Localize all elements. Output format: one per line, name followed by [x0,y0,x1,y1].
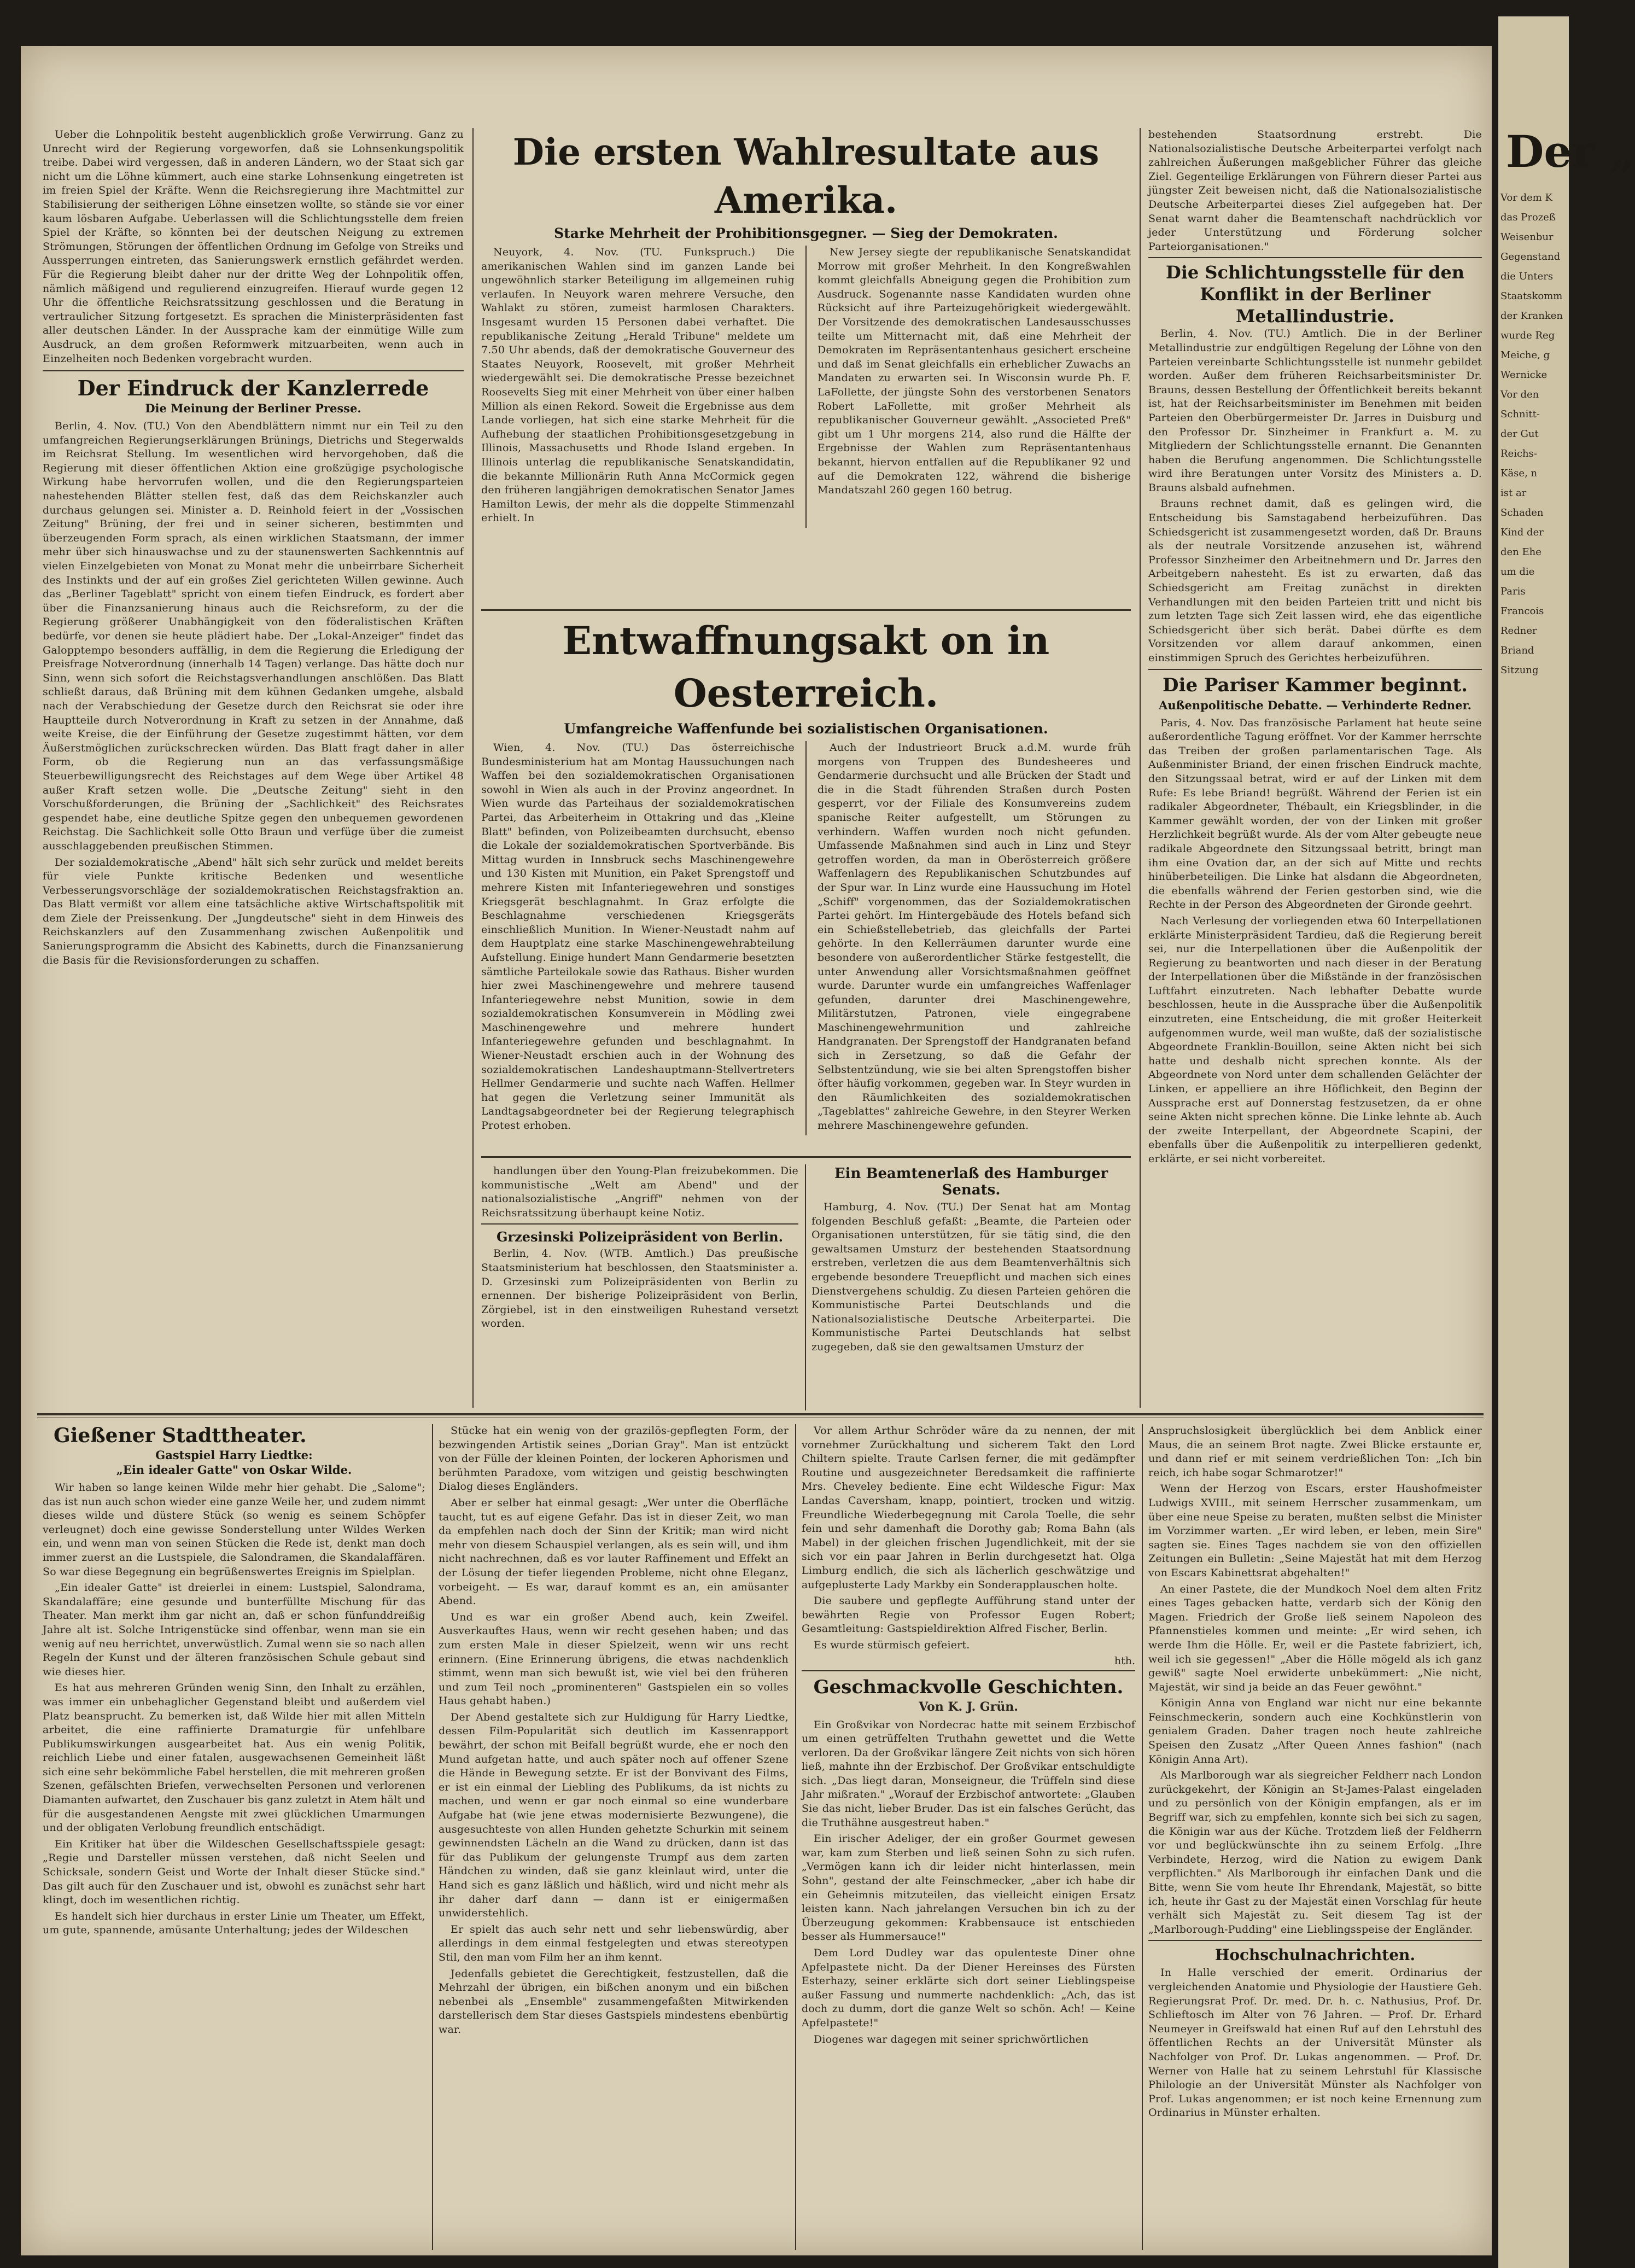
adjacent-page-line: Schaden [1500,507,1544,518]
kanzlerrede-para-2: Der sozialdemokratische „Abend" hält sich sehr zurück und meldet bereits für viele Punkte kritische Bedenken und wesentliche Verbesserungsvorschläge der sozialdemokratischen Reichstagsfraktion an. Das Blatt vermißt vor allem eine tatsächliche aktive Wirtschaftspolitik mit dem Ziele der Preissenkung. Der „Jungdeutsche" sieht in dem Hinweis des Reichskanzlers auf den Zusammenhang zwischen Außenpolitik und Sanierungsprogramm die Absicht des Kabinetts, durch die Finanzsanierung die Basis für die Revisionsforderungen zu schaffen. [43,856,464,966]
theater-cont-para-9: Es wurde stürmisch gefeiert. [814,1639,970,1651]
anekdote-para-5: Als Marlborough war als siegreicher Feldherr nach London zurückgekehrt, der Königin an St-James-Palast eingeladen und zu persönlich von der Königin empfangen, als er im Begriff war, sich zu empfehlen, konnte sich bei sich zu sagen, die Königin war aus der Küche. Trotzdem ließ der Feldherrn vor und beglückwünschte ihn zu seinem Erfolg. „Ihre Verbindete, Herzog, wird die Nation zu ewigem Dank verpflichten." Als Marlborough ihr einfachen Dank und die Bitte, wenn Sie vom heute Ihr Ehrendank, Majestät, so bitte ich, heute ihr Gast zu der Majestät einen Vorschlag für heute verhält sich Majestät zu. Seit diesem Tag ist der „Marlborough-Pudding" eine Lieblingsspeise der Engländer. [1148,1769,1482,1935]
paris-headline: Die Pariser Kammer beginnt. [1163,674,1468,696]
entwaffnung-subhead: Umfangreiche Waffenfunde bei sozialistischen Organisationen. [564,721,1048,737]
theater-para-5: Es handelt sich hier durchaus in erster Linie um Theater, um Effekt, um gute, spannende, amüsante Unterhaltung; jedes der Wildeschen [43,1910,425,1937]
column-1 [43,128,464,1408]
adjacent-page-line: Weisenbur [1500,231,1554,243]
theater-headline: Gießener Stadttheater. [54,1424,307,1447]
feuilleton-rule [37,1413,1484,1415]
anekdote-para-4: Königin Anna von England war nicht nur eine bekannte Feinschmeckerin, sondern auch eine Kochkünstlerin von genialem Graden. Daher tragen noch heute zahlreiche Speisen den Zusatz „After Queen Annes fashion" (nach Königin Anna Art). [1148,1697,1482,1765]
schlichtung-headline: Die Schlichtungsstelle für den Konflikt in der Berliner Metallindustrie. [1165,262,1465,327]
adjacent-page-line: Reichs- [1500,448,1537,459]
kanzlerrede-subhead: Die Meinung der Berliner Presse. [145,401,361,416]
adjacent-page-line: der Gut [1500,428,1539,440]
theater-article [43,1424,425,2250]
newspaper-page [21,46,1492,2255]
beamten-article [811,1164,1131,1410]
column-4 [1148,128,1482,1408]
column-divider [432,1424,433,2250]
adjacent-page-line: Paris [1500,586,1526,597]
adjacent-page-line: Francois [1500,605,1544,617]
adjacent-page-line: die Unters [1500,271,1554,282]
theater-cont-para-6: Jedenfalls gebietet die Gerechtigkeit, festzustellen, daß die Mehrzahl der übrigen, ein bißchen anonym und ein bißchen nebenbei als „Ensemble" zusammengefaßten Mitwirkenden darstellerisch dem Star dieses Gastspiels mindestens ebenbürtig war. [439,1967,789,2036]
paris-subhead: Außenpolitische Debatte. — Verhinderte Redner. [1159,698,1472,712]
adjacent-page-line: Gegenstand [1500,251,1561,263]
theater-continued [439,1424,789,2250]
polizei-text: Berlin, 4. Nov. (WTB. Amtlich.) Das preußische Staatsministerium hat beschlossen, den Staatsminister a. D. Grzesinski zum Polizeipräsidenten von Berlin zu ernennen. Der bisherige Polizeipräsident von Berlin, Zörgiebel, ist in den einstweiligen Ruhestand versetzt worden. [481,1247,798,1330]
geschichten-para-1: Ein Großvikar von Nordecrac hatte mit seinem Erzbischof um einen getrüffelten Truthahn gewettet und die Wette verloren. Da der Großvikar längere Zeit nichts von sich hören ließ, mahnte ihn der Erzbischof. Der Großvikar entschuldigte sich. „Das liegt daran, Monseigneur, die Trüffeln sind diese Jahr mißraten." „Worauf der Erzbischof antwortete: „Glauben Sie das nicht, lieber Bruder. Das ist ein falsches Gerücht, das die Truthähne ausgestreut haben." [802,1718,1135,1829]
theater-para-4: Ein Kritiker hat über die Wildeschen Gesellschaftsspiele gesagt: „Regie und Darsteller müssen verstehen, daß nicht Seelen und Schicksale, sondern Geist und Worte der Inhalt dieser Stücke sind." Das gilt auch für den Zuschauer und ist, obwohl es zunächst sehr hart klingt, doch im wesentlichen richtig. [43,1838,425,1906]
entwaffnung-article [481,615,1131,1156]
adjacent-page-line: Wernicke [1500,369,1548,381]
adjacent-page-line: um die [1500,566,1535,578]
young-polizei-block [481,1164,798,1410]
rule-under-entwaffnung [481,1156,1131,1158]
kanzlerrede-para-1: Berlin, 4. Nov. (TU.) Von den Abendblättern nimmt nur ein Teil zu den umfangreichen Regierungserklärungen Brünings, Dietrichs und Stegerwalds im Reichsrat Stellung. Im wesentlichen wird hervorgehoben, daß die Regierung mit dieser öffentlichen Aktion eine großzügige psychologische Wirkung habe hervorrufen wollen, und die den Regierungsparteien nahestehenden Blätter stellen fest, daß das dem Reichskanzler auch durchaus gelungen sei. Minister a. D. Reinhold feiert in der „Vossischen Zeitung" Brüning, der frei und in seiner sicheren, bestimmten und überzeugenden Form sprach, als einen wirklichen Staatsmann, der immer mehr über sich hinauswachse und zu der staunenswerten Sachkenntnis auf vielen Einzelgebieten von Monat zu Monat mehr die unbeirrbare Sicherheit des Instinkts und der auf ein großes Ziel gerichteten Willen gewinne. Auch das „Berliner Tageblatt" spricht von einem tiefen Eindruck, es fordert aber über die Finanzsanierung hinaus auch die Reichsreform, zu der die Regierung größerer Unabhängigkeit von den föderalistischen Kräften bedürfe, vor denen sie heute plädiert habe. Der „Lokal-Anzeiger" findet das Galopptempo besonders auffällig, in dem die Regierung die Erledigung der Preisfrage Notverordnung (innerhalb 14 Tagen) verlange. Das hätte doch nur Sinn, wenn sich sofort die Reichstagsverhandlungen anschlößen. Das Blatt schließt daraus, daß Brüning mit dem kühnen Gedanken umgehe, alsbald nach der Verabschiedung der Gesetze durch den Reichsrat sie oder ihre Hauptteile durch Notverordnung in Kraft zu setzen in der Annahme, daß weite Kreise, die der Einführung der Gesetze zugestimmt hätten, vor dem Äußerstmöglichen zurückschrecken würden. Das Blatt fragt daher in aller Form, ob die Regierung nun an das verfassungsmäßige Steuerbewilligungsrecht des Reichstages auf dem Wege über Artikel 48 außer Kraft setzen wolle. Die „Deutsche Zeitung" sieht in den Vorschußforderungen, die Brüning der „Sachlichkeit" des Reichsrates gespendet habe, eine deutliche Spitze gegen den unbequemen gewordenen Reichstag. Die Sachlichkeit solle Otto Braun und verfüge über die zumeist ausschlaggebenden preußischen Stimmen. [43,420,464,852]
theater-para-3: Es hat aus mehreren Gründen wenig Sinn, den Inhalt zu erzählen, was immer ein unbehaglicher Gegenstand bleibt und außerdem viel Platz beansprucht. Zu bemerken ist, daß Wilde hier mit allen Mitteln arbeitet, die eine raffinierte Dramaturgie für unfehlbare Publikumswirkungen ausgearbeitet hat. Aus ein wenig Politik, reichlich Liebe und einer fatalen, ausgewachsenen Gemeinheit läßt sich eine sehr bekömmliche Fabel herstellen, die mit mehreren großen Szenen, gefälschten Briefen, verwechselten Personen und verlorenen Diamanten aufwartet, den Zuschauer bis ganz zuletzt in Atem hält und für die ausgestandenen Aengste mit zwei glücklichen Umarmungen und der obligaten Verlobung freundlich entschädigt. [43,1682,425,1834]
theater-cont-para-7: Vor allem Arthur Schröder wäre da zu nennen, der mit vornehmer Zurückhaltung und sicherem Takt den Lord Chiltern spielte. Traute Carlsen ferner, die mit gedämpfter Routine und ausgezeichneter Beredsamkeit die raffinierte Mrs. Cheveley bediente. Eine echt Wildesche Figur: Max Landas Caversham, knapp, pointiert, trocken und witzig. Freundliche Wiederbegegnung mit Carola Toelle, die sehr fein und sehr damenhaft die Dorothy gab; Roma Bahn (als Mabel) in der gleichen frischen Jugendlichkeit, mit der sie sich vor ein paar Jahren in Berlin durchgesetzt hat. Olga Limburg endlich, die sich als lächerlich geschwätzige und aufgeplusterte Lady Markby ein Sonderapplauschen holte. [802,1425,1135,1591]
column-divider [472,128,474,1408]
geschichten-para-3: Dem Lord Dudley war das opulenteste Diner ohne Apfelpastete nicht. Da der Diener Hereinses des Fürsten Esterhazy, seiner erklärte sich dort seiner Lieblingspeise außer Fassung und nummerte nachdenklich: „Ach, das ist doch zu dumm, dort die ganze Welt so schön. Ach! — Keine Apfelpastete!" [802,1947,1135,2029]
adjacent-page-line: der Kranken [1500,310,1563,322]
theater-cont-para-4: Der Abend gestaltete sich zur Huldigung für Harry Liedtke, dessen Film-Popularität sich deutlich im Kassenrapport bewährt, der schon mit Beifall begrüßt wurde, ehe er noch den Mund aufgetan hatte, und auch später noch auf offener Szene die Hände in Bewegung setzte. Er ist der Bonvivant des Films, er ist ein einmal der Liebling des Publikums, da ist nichts zu machen, und wenn er gar noch einmal so eine wunderbare Aufgabe hat (wie jene etwas modernisierte Bezwungene), die ausgesuchteste von allen Hunden gehetzte Schurkin mit seinem gewinnendsten Lächeln an die Wand zu drücken, dann ist das für das Publikum der gelungenste Trumpf aus dem zarten Händchen zu winden, daß sie ganz kleinlaut wird, unter die Hand sich es ganz läßlich und häßlich, wird und nicht mehr als ihr daher darf dann — dann ist er einigermaßen unwiderstehlich. [439,1711,789,1920]
theater-signature: hth. [1114,1654,1135,1667]
young-plan-text: handlungen über den Young-Plan freizubekommen. Die kommunistische „Welt am Abend" und der nationalsozialistische „Angriff" nehmen von der Reichsratssitzung überhaupt keine Notiz. [481,1165,798,1219]
wahl-col-a: Neuyork, 4. Nov. (TU. Funkspruch.) Die amerikanischen Wahlen sind im ganzen Lande bei ungewöhnlich starker Beteiligung im allgemeinen ruhig verlaufen. In Neuyork waren mehrere Versuche, den Wahlakt zu stören, zumeist harmlosen Charakters. Insgesamt wurden 15 Personen dabei verhaftet. Die republikanische Zeitung „Herald Tribune" meldete um 7.50 Uhr abends, daß der demokratische Gouverneur des Staates Neuyork, Roosevelt, mit großer Mehrheit wiedergewählt sei. Die demokratische Presse bezeichnet Roosevelts Sieg mit einer Mehrheit von über einer halben Million als einen Rekord. Soweit die Ergebnisse aus dem Lande vorliegen, hat sich eine starke Mehrheit für die Aufhebung der staatlichen Prohibitionsgesetzgebung in Illinois, Massachusetts und Rhode Island ergeben. In Illinois unterlag die republikanische Senatskandidatin, die bekannte Millionärin Ruth Anna McCormick gegen den früheren langjährigen demokratischen Senator James Hamilton Lewis, der mehr als die doppelte Stimmenzahl erhielt. In [481,246,795,524]
adjacent-page-line: den Ehe [1500,546,1541,558]
hochschul-text: In Halle verschied der emerit. Ordinarius der vergleichenden Anatomie und Physiologie der Haustiere Geh. Regierungsrat Prof. Dr. med. Dr. h. c. Nathusius, Prof. Dr. Schlieftosch im Alter von 76 Jahren. — Prof. Dr. Erhard Neumeyer in Greifswald hat einen Ruf auf den Lehrstuhl des öffentlichen Rechts an der Universität Münster als Nachfolger von Prof. Dr. Lukas angenommen. — Prof. Dr. Werner von Halle hat zu seinem Lehrstuhl für Klassische Philologie an der Universität Münster als Nachfolger von Prof. Lukas angenommen; er ist noch keine Ernennung zum Ordinarius in Münster erhalten. [1148,1967,1482,2119]
adjacent-page-line: ist ar [1500,487,1527,499]
lohnpolitik-text: Ueber die Lohnpolitik besteht augenblicklich große Verwirrung. Ganz zu Unrecht wird der Regierung vorgeworfen, daß sie Lohnsenkungspolitik treibe. Dabei wird vergessen, daß in anderen Ländern, wo der Staat sich gar nicht um die Löhne kümmert, auch eine starke Lohnsenkung eingetreten ist im freien Spiel der Kräfte. Wenn die Reichsregierung ihre Machtmittel zur Stabilisierung der seitherigen Löhne einsetzen wollte, so stände sie vor einer kaum lösbaren Aufgabe. Ueberlassen will die Schlichtungsstelle dem freien Spiel der Kräfte, so könnten bei der deutschen Neigung zu extremen Strömungen, Störungen der öffentlichen Ordnung im Gefolge von Streiks und Aussperrungen eintreten, das Sanierungswerk ernstlich gefährdet werden. Für die Regierung bleibt daher nur der dritte Weg der Lohnpolitik offen, nämlich mäßigend und regulierend einzugreifen. Hierauf wurde gegen 12 Uhr die öffentliche Reichsratssitzung geschlossen und die Beratung in vertraulicher Sitzung fortgesetzt. Es sprachen die Ministerpräsidenten fast aller deutschen Länder. In der Aussprache kam der einmütige Wille zum Ausdruck, an dem großen Reformwerk mitzuarbeiten, wenn auch in Einzelheiten noch Bedenken vorgebracht wurden. [43,129,464,365]
theater-cont-para-8: Die saubere und gepflegte Aufführung stand unter der bewährten Regie von Professor Eugen Robert; Gesamtleitung: Gastspieldirektion Alfred Fischer, Berlin. [802,1595,1135,1635]
adjacent-page-line: das Prozeß [1500,212,1556,223]
column-divider [1140,128,1141,1408]
polizei-headline: Grzesinski Polizeipräsident von Berlin. [497,1229,783,1245]
adjacent-page-line: wurde Reg [1500,330,1555,341]
entwaffnung-col-a: Wien, 4. Nov. (TU.) Das österreichische Bundesministerium hat am Montag Haussuchungen nach Waffen bei den sozialdemokratischen Organisationen sowohl in Wien als auch in der Provinz angeordnet. In Wien wurde das Parteihaus der sozialdemokratischen Partei, das Arbeiterheim in Ottakring und das „Kleine Blatt" befinden, von Polizeibeamten durchsucht, ebenso die Lokale der sozialdemokratischen Sportverbände. Bis Mittag wurden in Innsbruck sechs Maschinengewehre und 130 Kisten mit Munition, ein Paket Sprengstoff und mehrere Kisten mit Infanteriegewehren und sonstiges Kriegsgerät beschlagnahmt. In Graz erfolgte die Beschlagnahme verschiedenen Kriegsgeräts einschließlich Munition. In Wiener-Neustadt nahm auf dem Hauptplatz eine starke Maschinengewehrabteilung Aufstellung. Einige hundert Mann Gendarmerie besetzten sämtliche Parteilokale sowie das Rathaus. Bisher wurden hier zwei Maschinengewehre und mehrere tausend Infanteriegewehre nebst Munition, sowie in dem sozialdemokratischen Konsumverein in Mödling zwei Maschinengewehre und mehrere hundert Infanteriegewehre gefunden und beschlagnahmt. In Wiener-Neustadt erschien auch in der Wohnung des sozialdemokratischen Landeshauptmann-Stellvertreters Hellmer Gendarmerie und suchte nach Waffen. Hellmer hat gegen die Verletzung seiner Immunität als Landtagsabgeordneter bei der Regierung telegraphisch Protest erhoben. [481,742,795,1132]
entwaffnung-headline: Entwaffnungsakt on in Oesterreich. [562,618,1050,716]
column-divider [1142,1424,1143,2250]
adjacent-page-line: Vor den [1500,389,1539,400]
beamten-headline: Ein Beamtenerlaß des Hamburger Senats. [834,1165,1108,1198]
adjacent-page-line: Sitzung [1500,664,1539,676]
schlichtung-para-2: Brauns rechnet damit, daß es gelingen wird, die Entscheidung bis Samstagabend herbeizuführen. Das Schiedsgericht ist zusammengesetzt worden, daß Dr. Brauns als der neutrale Vorsitzende anzusehen ist, während Professor Sinzheimer den Arbeitnehmern und Dr. Jarres den Arbeitgebern nahesteht. Es ist zu erwarten, daß das Schiedsgericht am Freitag zunächst in direkten Verhandlungen mit den beiden Parteien tritt und nicht bis zum letzten Tage sich Zeit lassen wird, ehe das eigentliche Schiedsgericht über sich berät. Dabei dürfte es dem Vorsitzenden vor allem darauf ankommen, einen einstimmigen Spruch des Gerichtes herbeizuführen. [1148,498,1482,664]
adjacent-page-line: Briand [1500,645,1534,656]
geschichten-para-2: Ein irischer Adeliger, der ein großer Gourmet gewesen war, kam zum Sterben und ließ seinen Sohn zu sich rufen. „Vermögen kann ich dir leider nicht hinterlassen, mein Sohn", gestand der alte Feinschmecker, „aber ich habe dir ein Geheimnis mitzuteilen, das vielleicht einigen Ersatz leisten kann. Nach jahrelangen Versuchen bin ich zu der Überzeugung gekommen: Krabbensauce ist entschieden besser als Hummersauce!" [802,1833,1135,1943]
adjacent-page-line: Staatskomm [1500,290,1563,302]
geschichten-column [802,1424,1135,2250]
kanzlerrede-headline: Der Eindruck der Kanzlerrede [77,376,429,401]
adjacent-page-line: Schnitt- [1500,409,1540,420]
theater-sub-2: „Ein idealer Gatte" von Oskar Wilde. [116,1463,352,1477]
wahl-article [481,128,1131,604]
column-divider [805,1164,806,1410]
geschichten-headline: Geschmackvolle Geschichten. [813,1676,1124,1698]
beamten-text: Hamburg, 4. Nov. (TU.) Der Senat hat am Montag folgenden Beschluß gefaßt: „Beamte, die Parteien oder Organisationen unterstützen, für sie tätig sind, die den gewaltsamen Umsturz der bestehenden Staatsordnung erstreben, verletzen die aus dem Beamtenverhältnis sich ergebende besondere Treuepflicht und machen sich eines Dienstvergehens schuldig. Zu diesen Parteien gehören die Kommunistische Partei Deutschlands und die Nationalsozialistische Deutsche Arbeiterpartei. Die Kommunistische Partei Deutschlands hat selbst zugegeben, daß sie den gewaltsamen Umsturz der [811,1201,1131,1353]
entwaffnung-col-b: Auch der Industrieort Bruck a.d.M. wurde früh morgens von Truppen des Bundesheeres und Gendarmerie durchsucht und alle Brücken der Stadt und die in die Stadt führenden Straßen durch Posten gesperrt, vor der Filiale des Konsumvereins zudem spanische Reiter aufgestellt, um Störungen zu verhindern. Waffen wurden noch nicht gefunden. Umfassende Maßnahmen sind auch in Linz und Steyr getroffen worden, da man in Oberösterreich größere Waffenlagern des Republikanischen Schutzbundes auf der Spur war. In Linz wurde eine Haussuchung im Hotel „Schiff" vorgenommen, das der Sozialdemokratischen Partei gehört. Im Hintergebäude des Hotels befand sich ein Schießstellebetrieb, das gleichfalls der Partei gehörte. In den Kellerräumen darunter wurde eine besondere von außerordentlicher Stärke festgestellt, die unter Anwendung aller Vorsichtsmaßnahmen geöffnet wurde. Darunter wurde ein umfangreiches Waffenlager gefunden, darunter drei Maschinengewehre, Militärstutzen, Patronen, viele eingegrabene Maschinengewehrmunition und zahlreiche Handgranaten. Der Sprengstoff der Handgranaten befand sich in Zersetzung, so daß die Gefahr der Selbstentzündung, wie sie bei alten Sprengstoffen bisher öfter häufig vorkommen, gegeben war. In Steyr wurden in den Räumlichkeiten des sozialdemokratischen „Tageblattes" zahlreiche Gewehre, in den Steyrer Werken mehrere Maschinengewehre gefunden. [818,742,1131,1132]
paris-para-2: Nach Verlesung der vorliegenden etwa 60 Interpellationen erklärte Ministerpräsident Tardieu, daß die Regierung bereit sei, nur die Interpellationen über die Außenpolitik der Regierung zu beantworten und nach dieser in der Beratung der Interpellationen über die Mißstände in der französischen Luftfahrt einzutreten. Nach lebhafter Debatte wurde beschlossen, heute in die Aussprache über die Außenpolitik einzutreten, eine Entscheidung, die mit großer Heiterkeit aufgenommen wurde, weil man wußte, daß der sozialistische Abgeordnete Franklin-Bouillon, seine Akten nicht bei sich hatte und deshalb nicht sprechen konnte. Als der Abgeordnete von Nord unter dem schallenden Gelächter der Linken, er appelliere an ihre Höflichkeit, den Beginn der Aussprache erst auf Donnerstag festzusetzen, da er ohne seine Akten nicht sprechen könne. Die Linke lehnte ab. Auch der zweite Interpellant, der Abgeordnete Scapini, der ebenfalls über die Außenpolitik zu interpellieren gedenkt, erklärte, er sei nicht vorbereitet. [1148,914,1482,1165]
geschichten-para-4: Diogenes war dagegen mit seiner sprichwörtlichen [814,2033,1089,2045]
wahl-col-b: New Jersey siegte der republikanische Senatskandidat Morrow mit großer Mehrheit. In den Kongreßwahlen kommt gleichfalls Abneigung gegen die Prohibition zum Ausdruck. Sogenannte nasse Kandidaten wurden ohne Rücksicht auf ihre Parteizugehörigkeit wiedergewählt. Der Vorsitzende des demokratischen Landesausschusses teilte um Mitternacht mit, daß eine Mehrheit der Demokraten im Repräsentantenhaus gesichert erscheine und daß im Senat gleichfalls ein erheblicher Zuwachs an Mandaten zu erwarten sei. In Wisconsin wurde Ph. F. LaFollette, der jüngste Sohn des verstorbenen Senators Robert LaFollette, mit großer Mehrheit als republikanischer Gouverneur gewählt. „Associeted Preß" gibt um 1 Uhr morgens 214, also rund die Hälfte der Ergebnisse der Wahlen zum Repräsentantenhaus bekannt, hiervon entfallen auf die Republikaner 92 und auf die Demokraten 122, während die bisherige Mandatszahl 260 gegen 160 betrug. [818,246,1131,497]
anekdoten-column [1148,1424,1482,2250]
theater-para-2: „Ein idealer Gatte" ist dreierlei in einem: Lustspiel, Salondrama, Skandalaffäre; eine gesunde und bunterfüllte Mischung für das Theater. Man merkt ihm gar nicht an, daß er schon fünfunddreißig Jahre alt ist. Solche Intrigenstücke sind offenbar, wenn man sie ein wenig auf neu herrichtet, unverwüstlich. Zumal wenn sie so nach allen Regeln der Kunst und der älteren französischen Schule gebaut sind wie dieses hier. [43,1582,425,1678]
beamten-continued: bestehenden Staatsordnung erstrebt. Die Nationalsozialistische Deutsche Arbeiterpartei verfolgt nach zahlreichen Äußerungen maßgeblicher Führer das gleiche Ziel. Gegenteilige Erklärungen von Führern dieser Partei aus jüngster Zeit beweisen nicht, daß die Nationalsozialistische Deutsche Arbeiterpartei dieses Ziel aufgegeben hat. Der Senat warnt daher die Beamtenschaft nachdrücklich vor jeder Unterstützung und Förderung solcher Parteiorganisationen." [1148,129,1482,253]
anekdote-para-2: Wenn der Herzog von Escars, erster Haushofmeister Ludwigs XVIII., mit seinem Herrscher zusammenkam, um über eine neue Speise zu beraten, mußten selbst die Minister im Vorzimmer warten. „Er wird leben, er leben, mein Sire" sagten sie. Eines Tages nachdem sie von den offiziellen Zeitungen ein Bulletin: „Seine Majestät hat mit dem Herzog von Escars Kabinettsrat abgehalten!" [1148,1483,1482,1579]
theater-para-1: Wir haben so lange keinen Wilde mehr hier gehabt. Die „Salome"; das ist nun auch schon wieder eine ganze Weile her, und zudem nimmt dieses wilde und düstere Stück (so wenig es seinem Schöpfer verleugnet) doch eine gewisse Sonderstellung unter Wildes Werken ein, und wenn man von seinen Stücken die Rede ist, denkt man doch immer zuerst an die Lustspiele, die Salondramen, die Skandalaffären. So war diese Begegnung ein begrüßenswertes Ereignis im Spielplan. [43,1482,425,1578]
column-divider [795,1424,796,2250]
anekdote-para-1: Anspruchslosigkeit überglücklich bei dem Anblick einer Maus, die an seinem Brot nagte. Zwei Blicke erstaunte er, und dann rief er mit seinem verdrießlichen Ton: „Ich bin reich, ich habe sogar Schmarotzer!" [1148,1425,1482,1479]
adjacent-page-line: Kind der [1500,527,1544,538]
anekdote-para-3: An einer Pastete, die der Mundkoch Noel dem alten Fritz eines Tages gebacken hatte, verdarb sich der König den Magen. Friedrich der Große ließ seinem Napoleon des Pfannenstieles kommen und meinte: „Er wird sehen, ich werde Ihm die Hölle. Er, weil er die Pastete fabriziert, ich, weil ich sie gegessen!" „Aber die Hölle mögeld als ich ganz gewiß" sagte Noel erwiderte unbekümmert: „Nie nicht, Majestät, wir sind ja beide an das Feuer gewöhnt." [1148,1583,1482,1693]
theater-cont-para-2: Aber er selber hat einmal gesagt: „Wer unter die Oberfläche taucht, tut es auf eigene Gefahr. Das ist in dieser Zeit, wo man da empfehlen nach doch der Sinn der Kritik; man wird nicht mehr von diesem Schauspiel verlangen, als es sein will, und ihm nicht nachrechnen, daß es vor lauter Raffinement und Effekt an der Lösung der tiefer liegenden Probleme, nicht ohne Eleganz, vorbeigeht. — Es war, darauf kommt es an, ein amüsanter Abend. [439,1496,789,1607]
paris-para-1: Paris, 4. Nov. Das französische Parlament hat heute seine außerordentliche Tagung eröffnet. Vor der Kammer herrschte das Treiben der großen parlamentarischen Tage. Als Außenminister Briand, der einen frischen Eindruck machte, den Sitzungssaal betrat, wird er auf der Linken mit dem Rufe: Es lebe Briand! begrüßt. Während der Ferien ist ein radikaler Abgeordneter, Thébault, ein Kriegsblinder, in die Kammer gewählt worden, der von der Linken mit großer Herzlichkeit begrüßt wurde. Als der vom Alter gebeugte neue radikale Abgeordnete den Sitzungssaal betritt, bringt man ihm eine Ovation dar, an der sich auf Mitte und rechts hinüberbeteiligen. Die Linke hat alsdann die Abgeordneten, die ebenfalls während der Ferien gestorben sind, wie die Rechte in der Person des Abgeordneten der Gironde geehrt. [1148,716,1482,911]
rule-under-wahl [481,609,1131,611]
adjacent-page-edge [1498,16,1635,2268]
wahl-headline: Die ersten Wahlresultate aus Amerika. [512,131,1100,221]
theater-cont-para-5: Er spielt das auch sehr nett und sehr liebenswürdig, aber allerdings in dem einmal festgelegten und etwas stereotypen Stil, den man vom Film her an ihm kennt. [439,1923,789,1963]
adjacent-page-line: Vor dem K [1500,192,1552,203]
theater-sub-1: Gastspiel Harry Liedtke: [155,1448,313,1462]
theater-cont-para-1: Stücke hat ein wenig von der grazilös-gepflegten Form, der bezwingenden Artistik seines „Dorian Gray". Man ist entzückt von der Fülle der kleinen Pointen, der lockeren Aphorismen und berühmten Paradoxe, vom witzigen und geistig beschwingten Dialog dieses Engländers. [439,1425,789,1493]
hochschul-headline: Hochschulnachrichten. [1214,1946,1416,1964]
wahl-subhead: Starke Mehrheit der Prohibitionsgegner. — Sieg der Demokraten. [554,225,1058,241]
adjacent-page-line: Käse, n [1500,468,1538,479]
geschichten-byline: Von K. J. Grün. [919,1699,1018,1714]
theater-cont-para-3: Und es war ein großer Abend auch, kein Zweifel. Ausverkauftes Haus, wenn wir recht gesehen haben; und das zum ersten Male in dieser Spielzeit, wenn wir uns recht erinnern. (Eine Erinnerung übrigens, die etwas nachdenklich stimmt, wenn man sich bewußt ist, wie viel bei den früheren und zum Teil noch „prominenteren" Gastspielen ein so volles Haus gehabt haben.) [439,1611,789,1707]
adjacent-page-title: Der „ [1506,126,1635,177]
schlichtung-para-1: Berlin, 4. Nov. (TU.) Amtlich. Die in der Berliner Metallindustrie zur endgültigen Regelung der Löhne von den Parteien vereinbarte Schlichtungsstelle ist nunmehr gebildet worden. Außer dem früheren Reichsarbeitsminister Dr. Brauns, dessen Bestellung der Öffentlichkeit bereits bekannt ist, hat der Reichsarbeitsminister im Benehmen mit beiden Parteien den Oberbürgermeister Dr. Jarres in Duisburg und den Professor Dr. Sinzheimer in Frankfurt a. M. zu Mitgliedern der Schlichtungsstelle ernannt. Die Genannten haben die Berufung angenommen. Die Schlichtungsstelle wird ihre Beratungen unter Vorsitz des Ministers a. D. Brauns alsbald aufnehmen. [1148,328,1482,494]
adjacent-page-line: Meiche, g [1500,349,1550,361]
adjacent-page-line: Redner [1500,625,1537,637]
